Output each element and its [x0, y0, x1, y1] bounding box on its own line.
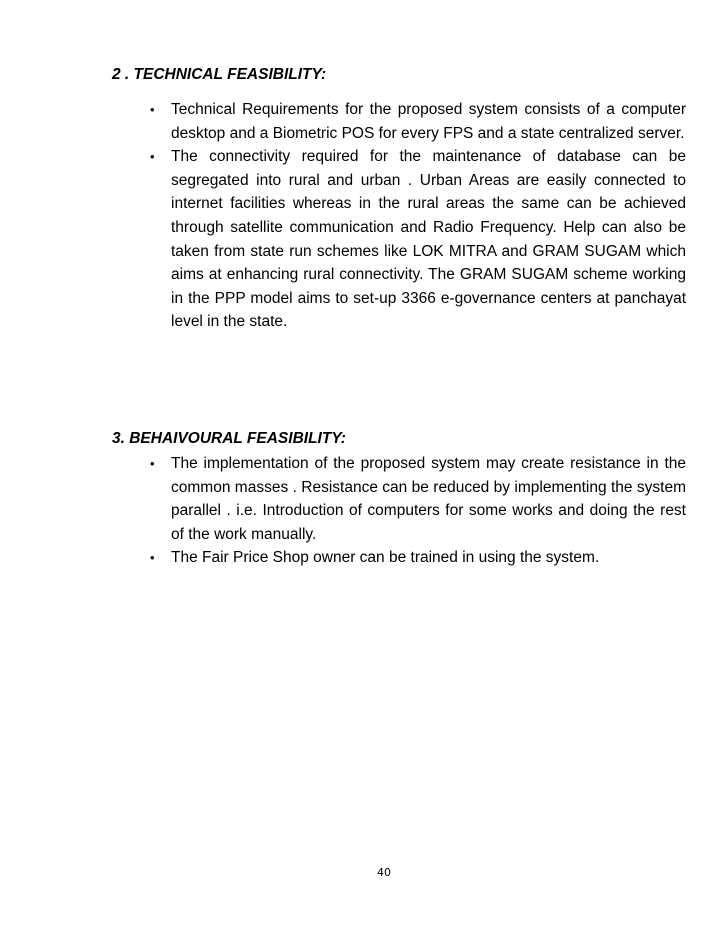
bullet-icon: • [150, 456, 155, 471]
bullet-icon: • [150, 149, 155, 165]
list-item [0, 452, 686, 546]
bullet-icon: • [150, 102, 155, 117]
list-item-text: Technical Requirements for the proposed system consists of a computer desktop and a Biometric POS for every FPS and a state centralized server. [171, 101, 686, 142]
list-item [0, 546, 686, 570]
list-item-text: The Fair Price Shop owner can be trained in using the system. [171, 549, 600, 567]
section-heading-behavioural-feasibility: 3. BEHAIVOURAL FEASIBILITY: [112, 430, 346, 447]
behavioural-feasibility-list [0, 452, 728, 570]
list-item-text: The implementation of the proposed system may create resistance in the common masses . Resistance can be reduced by implementing the system parallel . i.e. Introduction of computers for some works and doing the rest of the work manually. [171, 455, 686, 543]
section-heading-technical-feasibility: 2 . TECHNICAL FEASIBILITY: [112, 66, 327, 83]
bullet-icon: • [150, 550, 155, 566]
list-item-text: The connectivity required for the maintenance of database can be segregated into rural and urban . Urban Areas are easily connected to internet facilities whereas in the rural areas the same can be achieved through satellite communication and Radio Frequency. Help can also be taken from state run schemes like LOK MITRA and GRAM SUGAM which aims at enhancing rural connectivity. The GRAM SUGAM scheme working in the PPP model aims to set-up 3366 e-governance centers at panchayat level in the state. [171, 148, 686, 331]
technical-feasibility-list [0, 98, 728, 334]
list-item [0, 98, 686, 145]
list-item [0, 145, 686, 334]
page-number: 40 [377, 866, 391, 879]
